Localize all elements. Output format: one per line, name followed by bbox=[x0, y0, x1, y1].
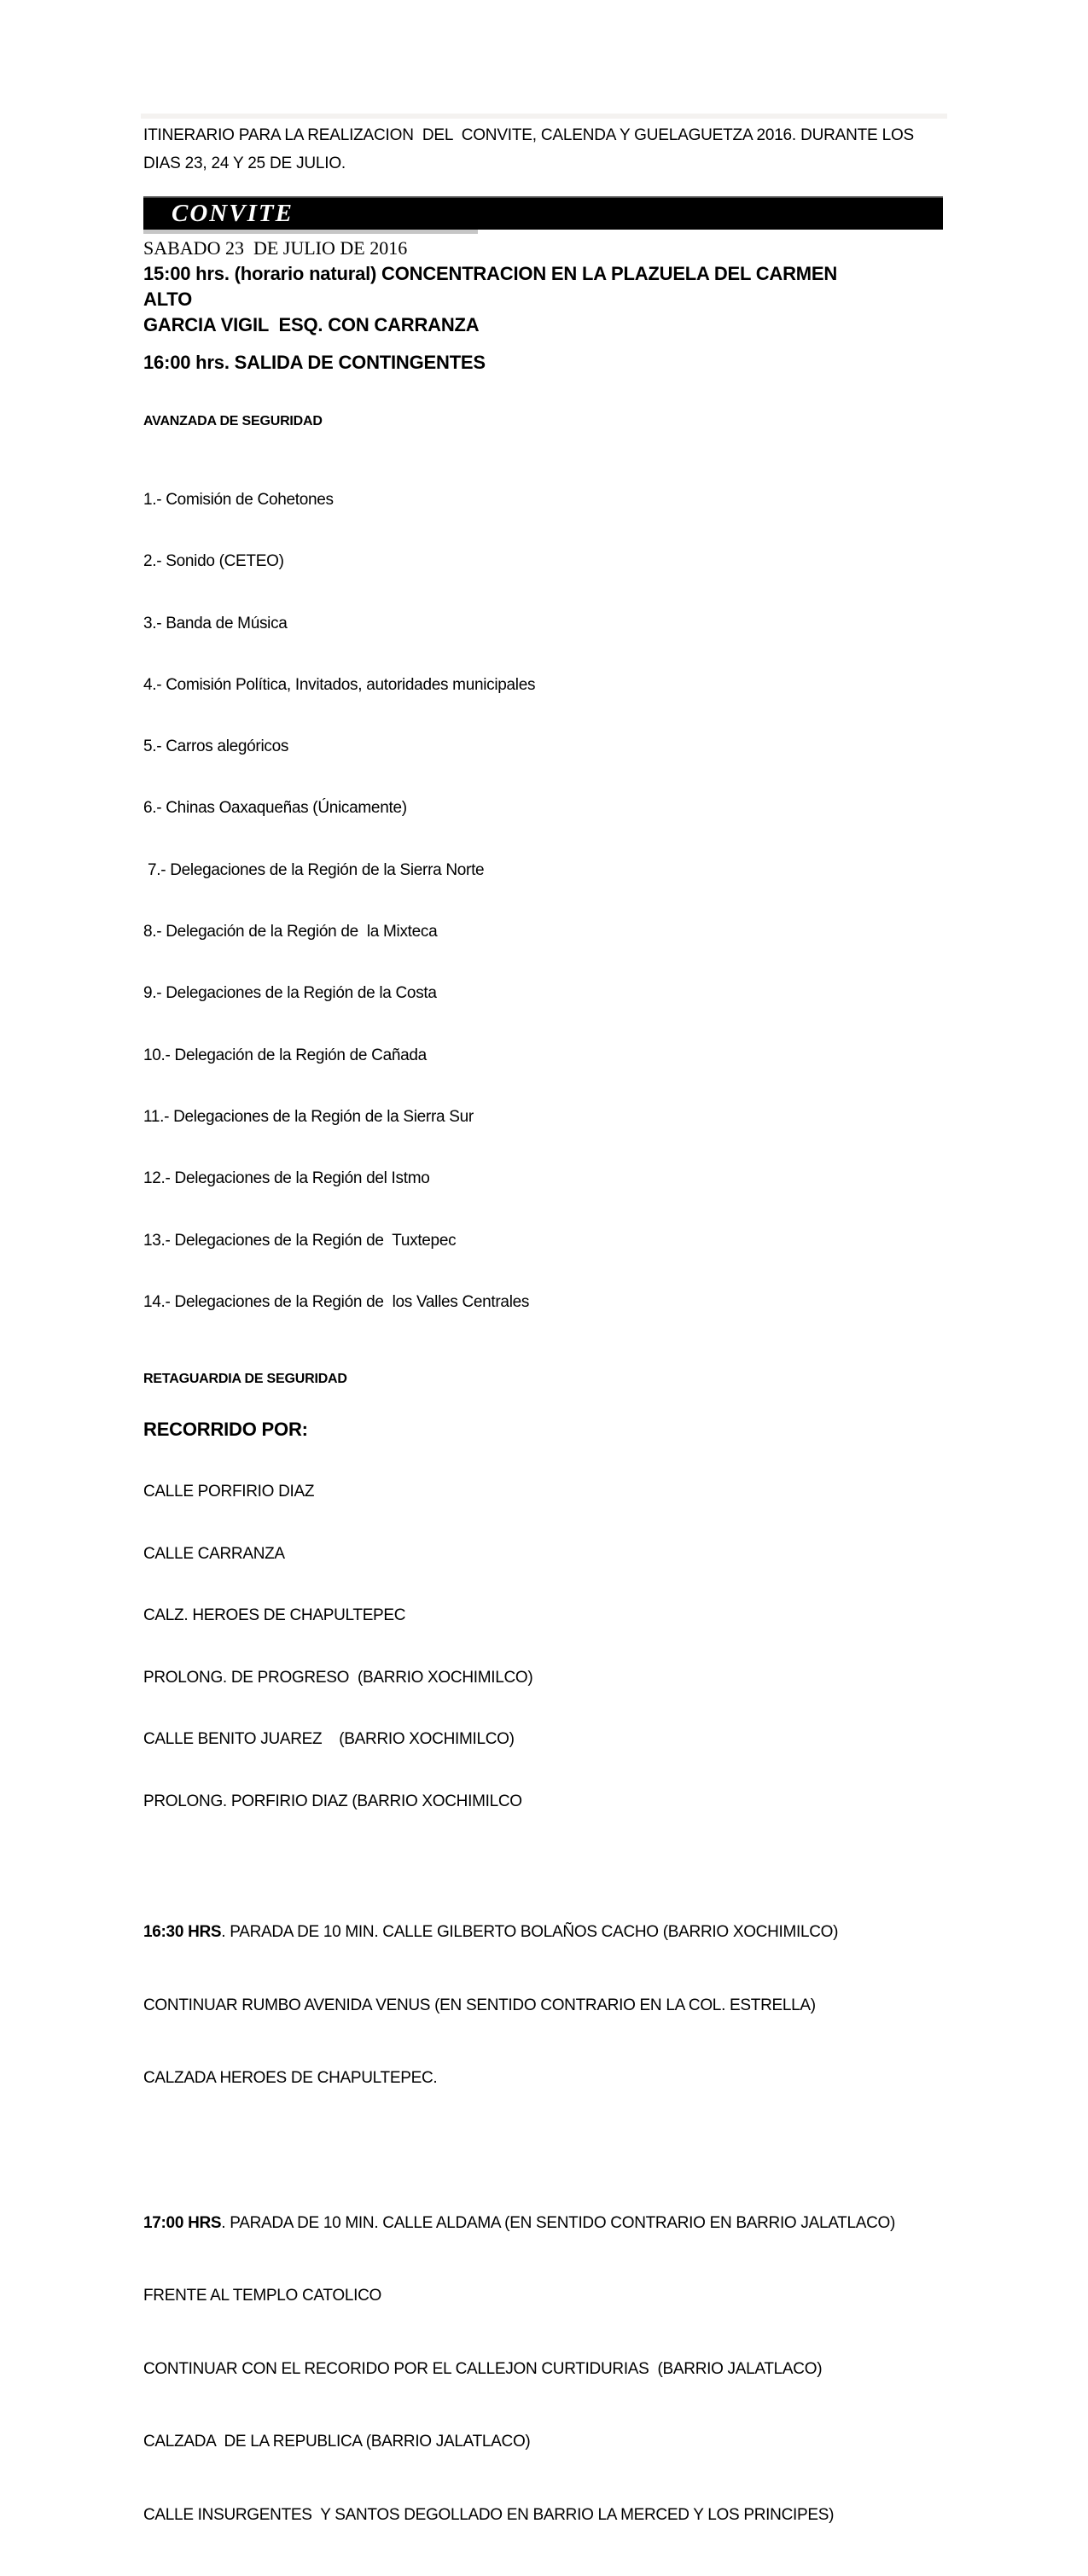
stop-1700-line: CALLE INSURGENTES Y SANTOS DEGOLLADO EN BARRIO LA MERCED Y LOS PRINCIPES) bbox=[143, 2505, 835, 2524]
document-content bbox=[143, 0, 963, 2576]
route-street: PROLONG. DE PROGRESO (BARRIO XOCHIMILCO) bbox=[143, 1668, 533, 1687]
route-street: CALLE CARRANZA bbox=[143, 1544, 285, 1563]
avanzada-heading: AVANZADA DE SEGURIDAD bbox=[143, 414, 323, 428]
location-line: GARCIA VIGIL ESQ. CON CARRANZA bbox=[143, 314, 480, 335]
contingent-item: 8.- Delegación de la Región de la Mixteca bbox=[143, 923, 438, 941]
recorrido-heading: RECORRIDO POR: bbox=[143, 1419, 308, 1441]
route-street: CALZ. HEROES DE CHAPULTEPEC bbox=[143, 1606, 406, 1625]
document-title: ITINERARIO PARA LA REALIZACION DEL CONVITE, CALENDA Y GUELAGUETZA 2016. DURANTE LOS DIAS 23, 24 Y 25 DE JULIO. bbox=[143, 126, 919, 172]
date-heading: SABADO 23 DE JULIO DE 2016 bbox=[143, 237, 408, 259]
contingent-item: 14.- Delegaciones de la Región de los Valles Centrales bbox=[143, 1292, 530, 1311]
route-street: CALLE BENITO JUAREZ (BARRIO XOCHIMILCO) bbox=[143, 1730, 515, 1749]
stop-1630-line: CONTINUAR RUMBO AVENIDA VENUS (EN SENTIDO CONTRARIO EN LA COL. ESTRELLA) bbox=[143, 1996, 816, 2014]
contingent-item: 9.- Delegaciones de la Región de la Costa bbox=[143, 984, 437, 1003]
contingent-item: 4.- Comisión Política, Invitados, autoridades municipales bbox=[143, 675, 536, 694]
contingent-item: 6.- Chinas Oaxaqueñas (Únicamente) bbox=[143, 799, 407, 818]
event-1500-line: 15:00 hrs. (horario natural) CONCENTRACION EN LA PLAZUELA DEL CARMEN ALTO bbox=[143, 263, 842, 310]
stop-1700-line: CALZADA DE LA REPUBLICA (BARRIO JALATLACO) bbox=[143, 2433, 531, 2451]
retaguardia-heading: RETAGUARDIA DE SEGURIDAD bbox=[143, 1372, 347, 1387]
contingent-item: 10.- Delegación de la Región de Cañada bbox=[143, 1046, 427, 1064]
contingent-item: 1.- Comisión de Cohetones bbox=[143, 491, 334, 509]
convite-banner bbox=[143, 196, 943, 230]
contingent-item: 3.- Banda de Música bbox=[143, 614, 288, 632]
stop-1700-headline bbox=[143, 2212, 963, 2236]
contingent-item: 5.- Carros alegóricos bbox=[143, 737, 289, 756]
stop-1700-line: FRENTE AL TEMPLO CATOLICO bbox=[143, 2287, 381, 2305]
contingent-item: 13.- Delegaciones de la Región de Tuxtepec bbox=[143, 1231, 457, 1250]
stop-1630-line: CALZADA HEROES DE CHAPULTEPEC. bbox=[143, 2069, 438, 2088]
stop-1630-headline bbox=[143, 1920, 963, 1945]
contingents-list bbox=[143, 451, 963, 1352]
stop-1630-time: 16:30 HRS bbox=[143, 1923, 222, 1942]
banner-shadow-artifact bbox=[143, 230, 478, 234]
contingent-item: 12.- Delegaciones de la Región del Istmo bbox=[143, 1169, 430, 1188]
stop-1700-line: CONTINUAR CON EL RECORIDO POR EL CALLEJON CURTIDURIAS (BARRIO JALATLACO) bbox=[143, 2359, 823, 2378]
stop-1630-detail: . PARADA DE 10 MIN. CALLE GILBERTO BOLAÑOS CACHO (BARRIO XOCHIMILCO) bbox=[221, 1923, 839, 1942]
route-street: PROLONG. PORFIRIO DIAZ (BARRIO XOCHIMILCO bbox=[143, 1792, 522, 1810]
stop-1700-block bbox=[143, 2163, 963, 2576]
route-streets-list bbox=[143, 1442, 963, 1851]
contingent-item: 2.- Sonido (CETEO) bbox=[143, 552, 284, 571]
banner-title: CONVITE bbox=[172, 200, 294, 227]
stop-1700-detail: . PARADA DE 10 MIN. CALLE ALDAMA (EN SENTIDO CONTRARIO EN BARRIO JALATLACO) bbox=[221, 2213, 896, 2232]
contingent-item: 11.- Delegaciones de la Región de la Sierra Sur bbox=[143, 1107, 474, 1126]
event-1600-line: 16:00 hrs. SALIDA DE CONTINGENTES bbox=[143, 352, 486, 373]
route-street: CALLE PORFIRIO DIAZ bbox=[143, 1483, 315, 1501]
stop-1630-block bbox=[143, 1872, 963, 2140]
stop-1700-time: 17:00 HRS bbox=[143, 2213, 222, 2232]
contingent-item: 7.- Delegaciones de la Región de la Sierra Norte bbox=[143, 860, 485, 879]
